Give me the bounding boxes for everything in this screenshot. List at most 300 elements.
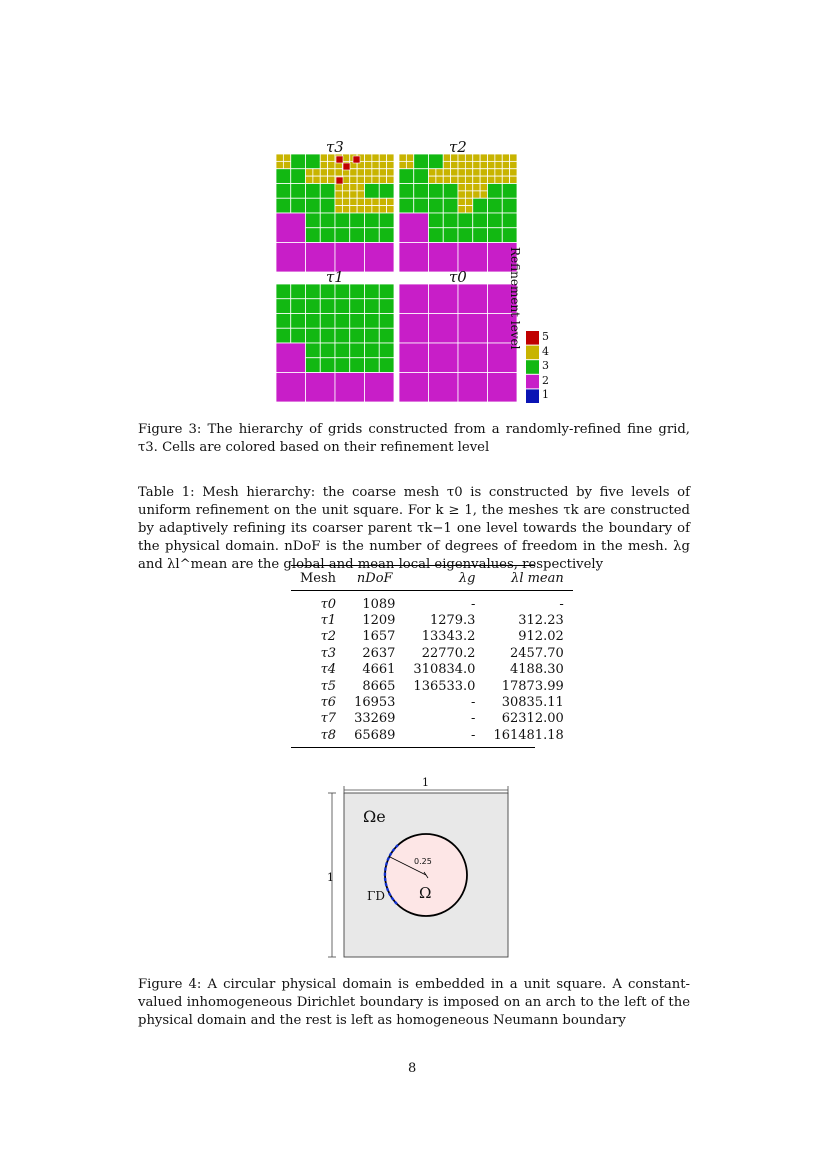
cell-lambda-g: 1279.3	[429, 613, 476, 629]
grid-cell	[488, 228, 503, 243]
grid-cell	[350, 328, 365, 343]
grid-cell	[276, 314, 291, 329]
grid-cell	[510, 176, 517, 183]
grid-cell	[320, 213, 335, 228]
grid-cell	[458, 191, 465, 198]
grid-cell-level-5	[353, 156, 360, 163]
grid-cell	[291, 184, 306, 199]
grid-cell	[480, 184, 487, 191]
grid-cell	[502, 228, 517, 243]
grid-tau1	[276, 284, 394, 402]
grid-cell	[473, 191, 480, 198]
grid-cell	[350, 176, 357, 183]
grid-cell	[387, 154, 394, 161]
inner-domain-label: Ω	[419, 884, 432, 902]
grid-cell	[379, 299, 394, 314]
grid-cell	[306, 198, 321, 213]
grid-cell	[399, 213, 429, 243]
grid-cell	[342, 176, 349, 183]
figure-4	[320, 777, 520, 967]
grid-cell	[443, 184, 458, 199]
grid-cell	[465, 206, 472, 213]
grid-cell	[458, 228, 473, 243]
grid-cell-level-5	[343, 163, 350, 170]
cell-ndof: 65689	[354, 727, 396, 743]
table-header-row	[291, 566, 573, 591]
colorbar-tick-label: 1	[542, 388, 549, 402]
grid-cell	[350, 191, 357, 198]
figure-3	[260, 136, 560, 408]
cell-ndof: 1657	[362, 629, 396, 645]
cell-ndof: 16953	[354, 695, 396, 711]
grid-cell	[458, 176, 465, 183]
grid-cell	[306, 299, 321, 314]
grid-cell	[480, 176, 487, 183]
grid-cell	[276, 328, 291, 343]
header-mesh: Mesh	[300, 570, 337, 586]
cell-ndof: 8665	[362, 678, 396, 694]
grid-cell	[291, 198, 306, 213]
caption-label: Figure 3:	[138, 422, 202, 437]
grid-cell	[465, 191, 472, 198]
grid-cell	[357, 206, 364, 213]
grid-cell	[350, 358, 365, 373]
grid-cell	[443, 176, 450, 183]
grid-title-tau0: τ0	[449, 268, 467, 286]
grid-cell	[335, 198, 342, 205]
grid-cell	[320, 328, 335, 343]
grid-cell	[488, 154, 495, 161]
grid-cell	[342, 198, 349, 205]
cell-ndof: 1209	[362, 613, 396, 629]
cell-lambda-mean: 161481.18	[493, 727, 564, 743]
grid-cell	[379, 328, 394, 343]
grid-title-tau3: τ3	[326, 138, 344, 156]
grid-cell	[335, 228, 350, 243]
grid-cell-level-5	[336, 177, 343, 184]
cell-ndof: 2637	[362, 645, 396, 661]
colorbar-swatch-level-5	[526, 331, 539, 345]
grid-cell	[335, 343, 350, 358]
table-row	[291, 662, 573, 678]
grid-cell	[458, 161, 465, 168]
grid-cell	[443, 228, 458, 243]
grid-cell	[399, 198, 414, 213]
caption-label: Table 1:	[138, 485, 195, 500]
grid-cell	[365, 228, 380, 243]
table-row	[291, 711, 573, 727]
table-row	[291, 645, 573, 661]
grid-cell	[291, 328, 306, 343]
cell-lambda-mean: 312.23	[518, 613, 564, 629]
cell-mesh: τ5	[320, 678, 337, 694]
grid-cell	[436, 169, 443, 176]
grid-cell	[328, 169, 335, 176]
grid-cell	[335, 373, 365, 403]
cell-ndof: 1089	[362, 596, 396, 612]
grid-cell	[306, 228, 321, 243]
grid-cell	[465, 169, 472, 176]
grid-cell	[379, 213, 394, 228]
height-label: 1	[327, 871, 334, 884]
cell-mesh: τ1	[320, 613, 337, 629]
grid-cell	[328, 176, 335, 183]
cell-ndof: 4661	[362, 662, 396, 678]
grid-cell	[365, 343, 380, 358]
colorbar-tick-label: 4	[542, 344, 549, 358]
grid-cell	[429, 198, 444, 213]
grid-cell	[320, 176, 327, 183]
grid-cell	[335, 213, 350, 228]
grid-title-tau2: τ2	[449, 138, 467, 156]
cell-lambda-mean: 17873.99	[501, 678, 564, 694]
cell-lambda-g: -	[471, 711, 476, 727]
grid-cell	[320, 228, 335, 243]
grid-cell	[458, 314, 488, 344]
grid-cell	[429, 284, 459, 314]
grid-cell	[320, 198, 335, 213]
colorbar-swatch-level-3	[526, 360, 539, 374]
grid-cell	[335, 314, 350, 329]
grid-cell	[387, 206, 394, 213]
grid-cell	[291, 314, 306, 329]
grid-cell	[372, 176, 379, 183]
grid-cell	[451, 169, 458, 176]
grid-cell	[365, 184, 380, 199]
grid-cell	[291, 169, 306, 184]
grid-cell	[429, 373, 459, 403]
grid-cell	[335, 191, 342, 198]
grid-cell	[335, 206, 342, 213]
grid-cell	[357, 198, 364, 205]
grid-cell	[372, 206, 379, 213]
grid-cell	[320, 314, 335, 329]
cell-lambda-mean: 912.02	[518, 629, 564, 645]
grid-cell	[458, 206, 465, 213]
grid-cell	[502, 169, 509, 176]
grid-cell	[502, 154, 509, 161]
table-row	[291, 678, 573, 694]
grid-cell	[276, 299, 291, 314]
grid-title-tau1: τ1	[326, 268, 344, 286]
colorbar-tick-label: 2	[542, 373, 549, 387]
cell-mesh: τ8	[320, 727, 337, 743]
grid-cell	[306, 343, 321, 358]
grid-cell	[372, 154, 379, 161]
cell-mesh: τ6	[320, 695, 337, 711]
grid-cell	[488, 198, 503, 213]
grid-cell	[342, 184, 349, 191]
grid-cell	[473, 169, 480, 176]
grid-cell	[502, 176, 509, 183]
figure-3-caption	[138, 421, 690, 457]
grid-cell	[399, 169, 414, 184]
grid-cell	[443, 213, 458, 228]
caption-label: Figure 4:	[138, 977, 202, 992]
grid-cell	[429, 184, 444, 199]
grid-cell	[473, 154, 480, 161]
grid-cell	[291, 154, 306, 169]
colorbar-tick-label: 5	[542, 330, 549, 343]
grid-cell	[458, 284, 488, 314]
grid-cell	[399, 161, 406, 168]
grid-tau2	[399, 154, 517, 272]
grid-cell	[429, 213, 444, 228]
grid-cell	[399, 343, 429, 373]
grid-cell	[357, 191, 364, 198]
colorbar-swatch-level-4	[526, 346, 539, 360]
grid-cell	[306, 169, 313, 176]
grid-cell	[276, 213, 306, 243]
cell-lambda-g: -	[471, 695, 476, 711]
grid-cell	[306, 213, 321, 228]
grid-cell	[365, 299, 380, 314]
table-row	[291, 727, 573, 743]
grid-cell	[406, 154, 413, 161]
grid-cell	[414, 198, 429, 213]
colorbar-swatch-level-2	[526, 375, 539, 389]
grid-cell	[379, 161, 386, 168]
grid-cell	[335, 184, 342, 191]
grid-cell	[473, 198, 488, 213]
cell-lambda-g: 13343.2	[421, 629, 476, 645]
grid-cell	[357, 169, 364, 176]
grid-cell	[320, 299, 335, 314]
cell-mesh: τ4	[320, 662, 337, 678]
grid-cell	[276, 284, 291, 299]
grid-cell	[335, 328, 350, 343]
table-1-caption	[138, 484, 690, 574]
grid-cell	[350, 343, 365, 358]
colorbar	[526, 331, 539, 403]
grid-cell	[350, 198, 357, 205]
grid-cell	[429, 228, 444, 243]
grid-cell-level-5	[336, 156, 343, 163]
grid-cell	[473, 176, 480, 183]
cell-lambda-mean: 30835.11	[501, 695, 564, 711]
grid-cell	[306, 184, 321, 199]
grid-cell	[276, 154, 283, 161]
grid-cell	[342, 206, 349, 213]
grid-cell	[291, 299, 306, 314]
grid-cell	[320, 184, 335, 199]
caption-text: The hierarchy of grids constructed from a randomly-refined fine grid, τ3. Cells are colored based on their refinement level	[138, 422, 690, 455]
grid-cell	[372, 198, 379, 205]
grid-cell	[399, 154, 406, 161]
grid-tau3	[276, 154, 394, 272]
grid-cell	[451, 161, 458, 168]
grid-cell	[276, 373, 306, 403]
grid-cell	[365, 161, 372, 168]
grid-cell	[365, 328, 380, 343]
grid-cell	[320, 169, 327, 176]
grid-cell	[387, 198, 394, 205]
grid-tau0	[399, 284, 517, 402]
grid-cell	[473, 213, 488, 228]
header-ndof: nDoF	[356, 570, 393, 586]
cell-lambda-mean: -	[559, 596, 564, 612]
grid-cell	[488, 169, 495, 176]
grid-cell	[283, 161, 290, 168]
header-lambda-g: λg	[458, 570, 476, 586]
grid-cell	[313, 176, 320, 183]
grid-cell	[365, 213, 380, 228]
grid-cell	[399, 373, 429, 403]
grid-cell	[480, 169, 487, 176]
caption-text: Mesh hierarchy: the coarse mesh τ0 is constructed by five levels of uniform refinement on the unit square. For k ≥ 1, the meshes τk are constructed by adaptively refining its coarser parent τk−1 one level towards the boundary of the physical domain. nDoF is the number of degrees of freedom in the mesh. λg and λl^mean are the global and mean local eigenvalues, respectively	[138, 485, 690, 572]
grid-cell	[306, 328, 321, 343]
grid-cell	[488, 184, 503, 199]
grid-cell	[276, 184, 291, 199]
grid-cell	[379, 284, 394, 299]
grid-cell	[291, 284, 306, 299]
grid-cell	[465, 184, 472, 191]
cell-lambda-mean: 4188.30	[510, 662, 564, 678]
grid-cell	[443, 161, 450, 168]
grid-cell	[306, 284, 321, 299]
grid-cell	[365, 154, 372, 161]
grid-cell	[429, 154, 444, 169]
grid-cell	[502, 198, 517, 213]
grid-cell	[306, 358, 321, 373]
colorbar-tick-label: 3	[542, 359, 549, 373]
grid-cell	[350, 213, 365, 228]
header-lambda-mean: λl mean	[511, 570, 564, 586]
grid-cell	[306, 176, 313, 183]
grid-cell	[350, 299, 365, 314]
grid-cell	[379, 228, 394, 243]
grid-cell	[488, 161, 495, 168]
grid-cell	[387, 176, 394, 183]
grid-cell	[502, 161, 509, 168]
grid-cell	[276, 198, 291, 213]
grid-cell	[458, 198, 465, 205]
grid-cell	[510, 154, 517, 161]
colorbar-swatch-level-1	[526, 389, 539, 403]
mesh-table	[291, 565, 564, 748]
grid-cell	[365, 314, 380, 329]
grid-cell	[414, 154, 429, 169]
grid-cell	[365, 373, 395, 403]
grid-cell	[399, 243, 429, 273]
grid-cell	[458, 213, 473, 228]
grid-cell	[320, 161, 327, 168]
cell-mesh: τ0	[320, 596, 337, 612]
grid-cell	[473, 161, 480, 168]
cell-lambda-mean: 2457.70	[510, 645, 564, 661]
table-row	[291, 612, 573, 628]
grid-cell	[379, 314, 394, 329]
table-row	[291, 694, 573, 710]
grid-cell	[379, 358, 394, 373]
domain-diagram	[320, 777, 520, 967]
grid-cell	[495, 176, 502, 183]
cell-lambda-g: -	[471, 727, 476, 743]
grid-cell	[473, 228, 488, 243]
grid-cell	[379, 169, 386, 176]
grid-cell	[320, 358, 335, 373]
grid-cell	[350, 206, 357, 213]
grid-cell	[480, 161, 487, 168]
grid-cell	[350, 228, 365, 243]
grid-cell	[335, 169, 342, 176]
grid-cell	[379, 176, 386, 183]
colorbar-tick-labels	[542, 330, 549, 403]
grid-cell	[465, 161, 472, 168]
grid-cell	[495, 154, 502, 161]
figure-4-caption	[138, 976, 690, 1030]
grid-cell	[502, 184, 517, 199]
grid-cell	[335, 358, 350, 373]
grid-cell	[436, 176, 443, 183]
grid-cell	[335, 284, 350, 299]
cell-lambda-g: 22770.2	[421, 645, 476, 661]
grid-cell	[365, 176, 372, 183]
grid-cell	[379, 343, 394, 358]
grid-cell	[429, 169, 436, 176]
grid-cell	[306, 154, 321, 169]
grid-cell	[357, 176, 364, 183]
width-label: 1	[422, 776, 429, 789]
grid-cell	[365, 206, 372, 213]
grid-cell	[488, 176, 495, 183]
grid-cell	[429, 314, 459, 344]
grid-cell	[372, 169, 379, 176]
grid-cell	[495, 161, 502, 168]
grid-cell	[350, 314, 365, 329]
grid-cell	[465, 198, 472, 205]
cell-lambda-g: 136533.0	[413, 678, 476, 694]
grid-cell	[350, 184, 357, 191]
grid-cell	[458, 169, 465, 176]
grid-cell	[283, 154, 290, 161]
grid-cell	[495, 169, 502, 176]
grid-cell	[387, 169, 394, 176]
table-row	[291, 629, 573, 645]
cell-mesh: τ3	[320, 645, 337, 661]
cell-mesh: τ7	[320, 711, 337, 727]
grid-cell	[458, 343, 488, 373]
outer-domain-label: Ωe	[363, 807, 386, 826]
cell-mesh: τ2	[320, 629, 337, 645]
grid-cell	[488, 213, 503, 228]
grid-cell	[399, 314, 429, 344]
grid-cell	[276, 243, 306, 273]
grid-cell	[429, 176, 436, 183]
grid-cell	[372, 161, 379, 168]
grid-cell	[406, 161, 413, 168]
grid-cell	[320, 284, 335, 299]
grid-cell	[443, 169, 450, 176]
grid-cell	[350, 169, 357, 176]
grid-cell	[399, 284, 429, 314]
grid-cell	[365, 243, 395, 273]
grid-cell	[306, 314, 321, 329]
grid-cell	[458, 373, 488, 403]
grid-cell	[342, 191, 349, 198]
grid-cell	[365, 358, 380, 373]
grid-cell	[458, 184, 465, 191]
cell-lambda-g: -	[471, 596, 476, 612]
grid-cell	[429, 343, 459, 373]
cell-ndof: 33269	[354, 711, 396, 727]
grid-cell	[276, 343, 306, 373]
grid-cell	[510, 161, 517, 168]
grid-cell	[480, 191, 487, 198]
table-row	[291, 596, 573, 612]
cell-lambda-mean: 62312.00	[501, 711, 564, 727]
grid-cell	[379, 184, 394, 199]
